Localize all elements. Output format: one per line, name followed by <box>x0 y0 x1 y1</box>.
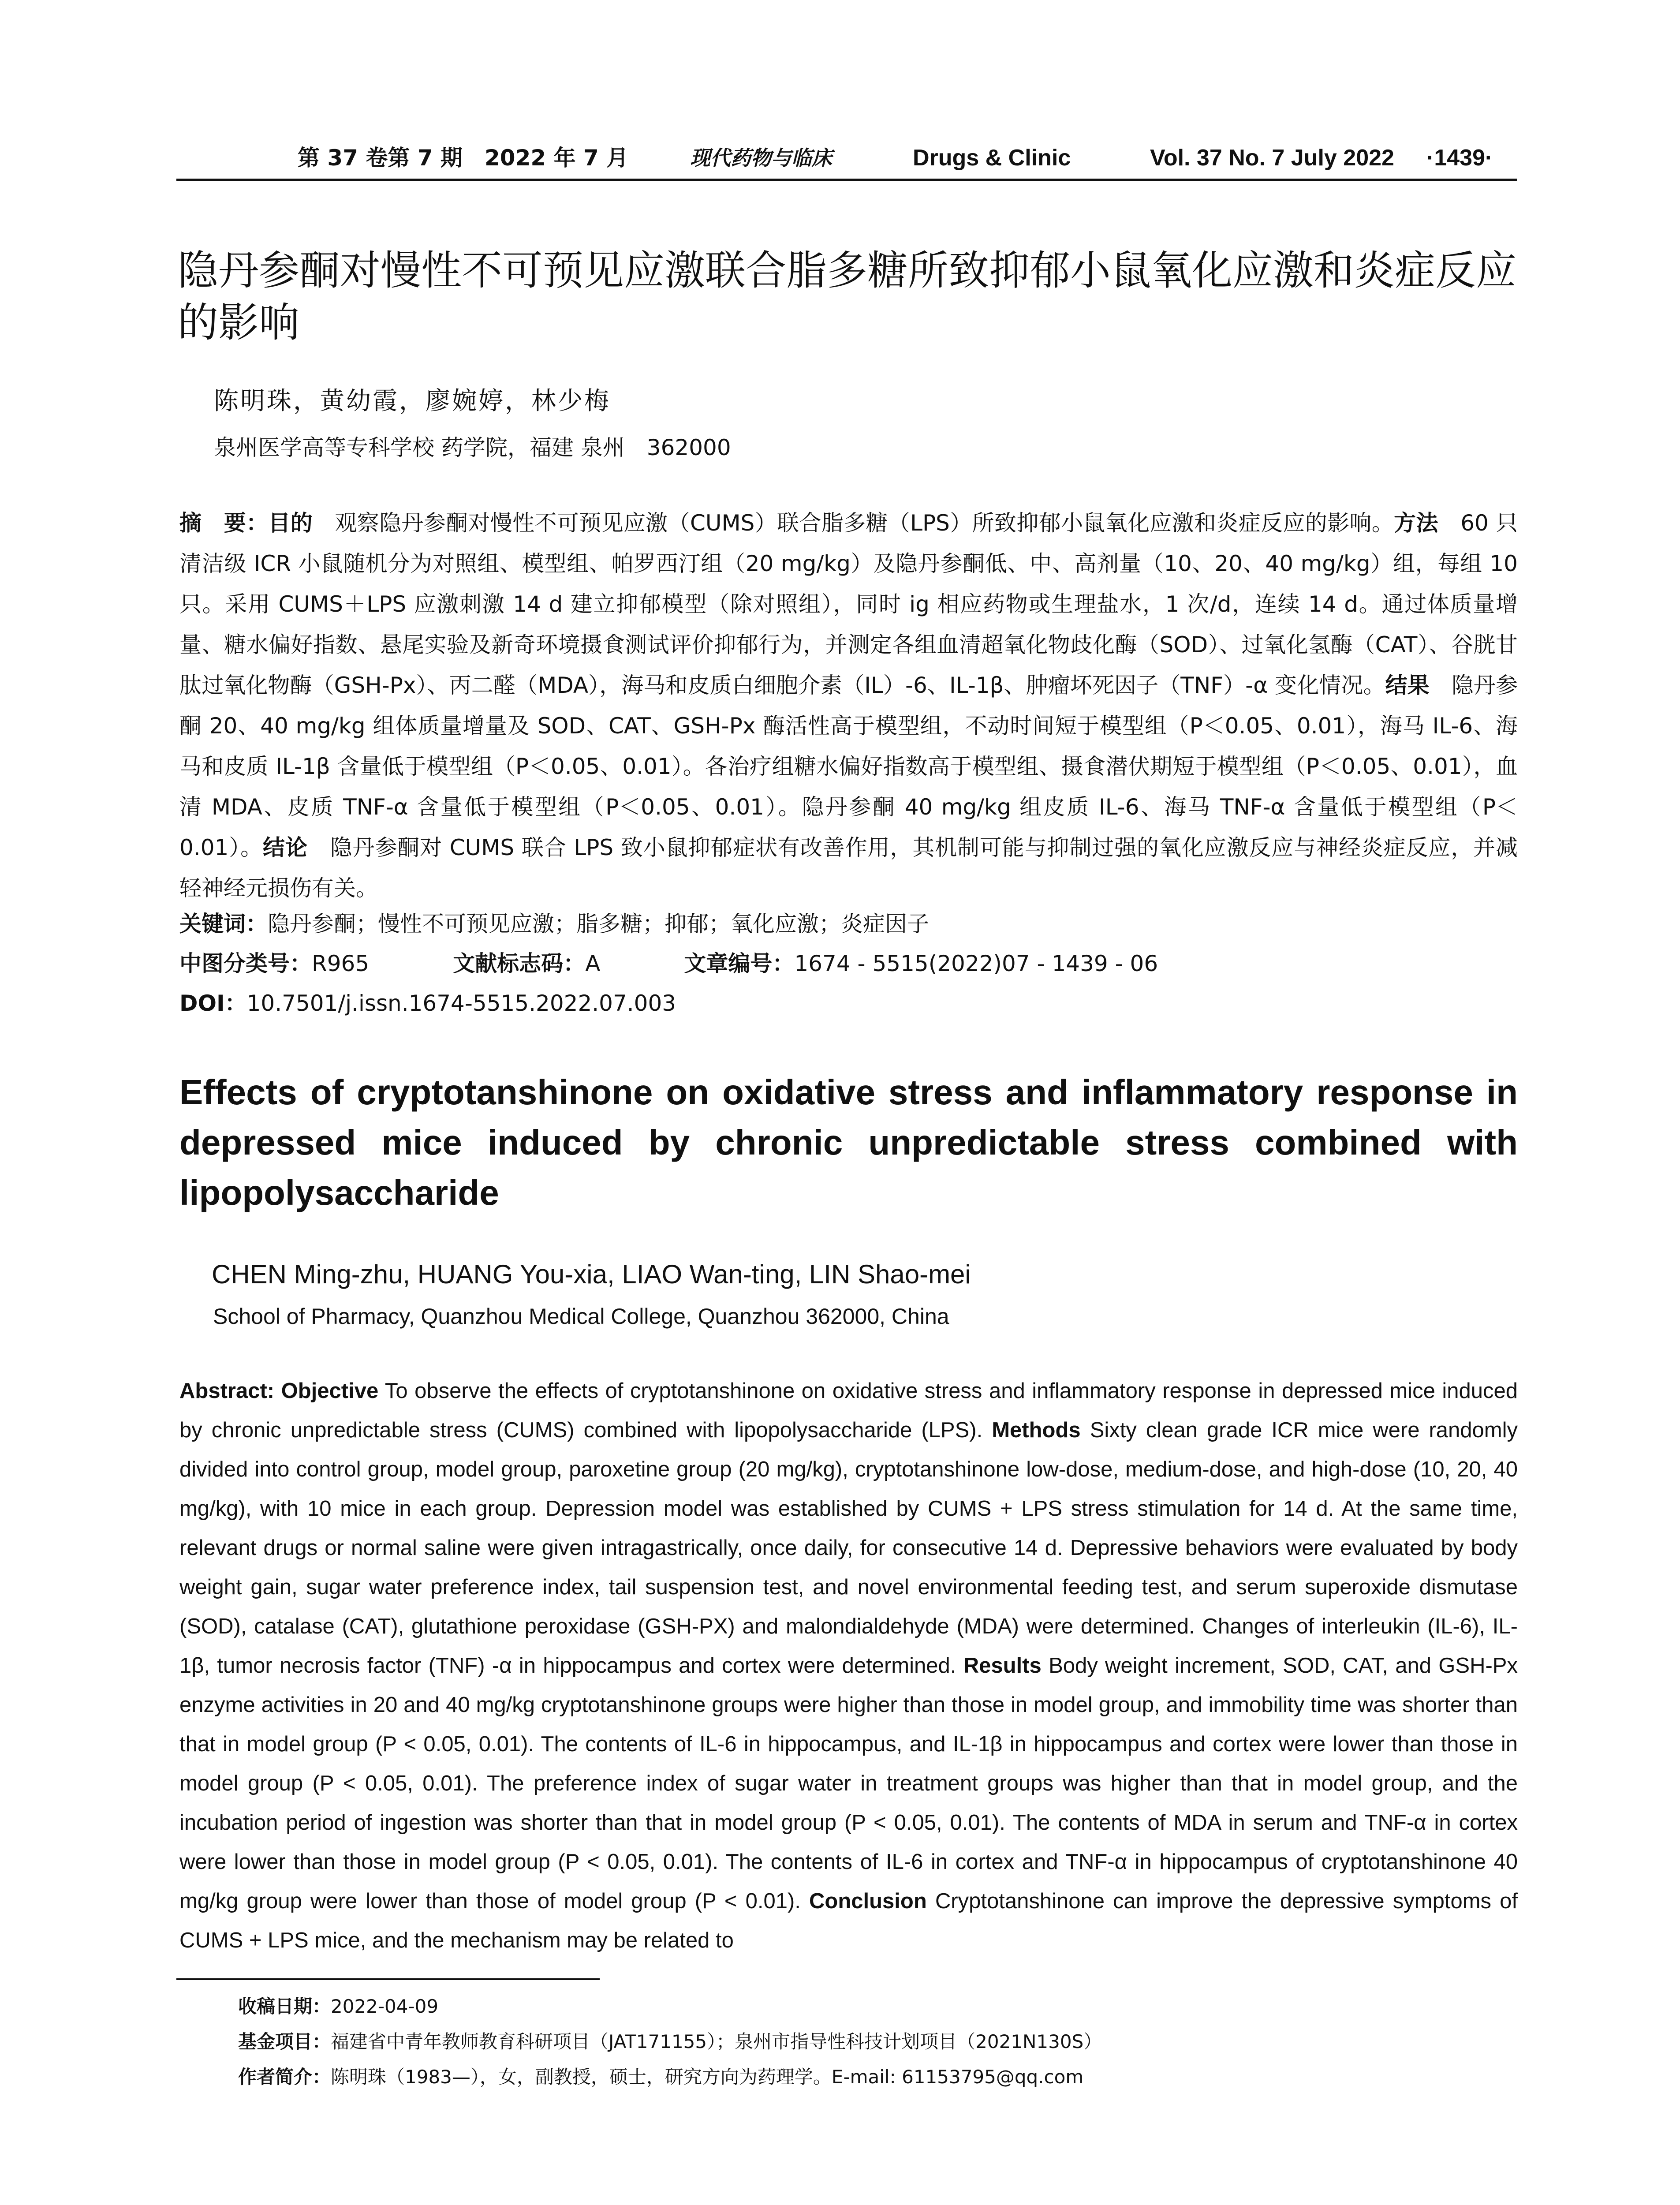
abstract-cn-conclusion-label: 结论 <box>262 835 308 860</box>
article-title-cn: 隐丹参酮对慢性不可预见应激联合脂多糖所致抑郁小鼠氧化应激和炎症反应的影响 <box>178 247 1517 346</box>
abstract-en-methods-label: Methods <box>992 1418 1081 1442</box>
keywords-cn-text: 隐丹参酮；慢性不可预见应激；脂多糖；抑郁；氧化应激；炎症因子 <box>268 911 929 937</box>
abstract-cn-label: 摘 要： <box>179 510 269 536</box>
header-journal-en: Drugs & Clinic <box>913 145 1071 171</box>
keywords-cn-label: 关键词： <box>179 911 268 937</box>
abstract-cn-results: 隐丹参酮 20、40 mg/kg 组体质量增量及 SOD、CAT、GSH-Px 酶活性高于模型组，不动时间短于模型组（P＜0.05、0.01），海马 IL-6、海马和皮质 IL-1β 含量低于模型组（P＜0.05、0.01）。各治疗组糖水偏好指数高于模型组、摄食潜伏期短于模型组（P＜0.05、0.01），血清 MDA、皮质 TNF-α 含量低于模型组（P＜0.05、0.01）。隐丹参酮 40 mg/kg 组皮质 IL-6、海马 TNF-α 含量低于模型组（P＜0.01）。 <box>179 673 1518 860</box>
abstract-en-label: Abstract: <box>179 1379 275 1403</box>
abstract-cn-objective: 观察隐丹参酮对慢性不可预见应激（CUMS）联合脂多糖（LPS）所致抑郁小鼠氧化应激和炎症反应的影响。 <box>335 510 1394 536</box>
doc-code-label: 文献标志码： <box>453 951 586 976</box>
footnote-fund <box>238 2029 1102 2055</box>
header-journal-cn: 现代药物与临床 <box>690 146 832 170</box>
article-title-en: Effects of cryptotanshinone on oxidative stress and inflammatory response in depressed mice induced by chronic unpredictable stress combined with lipopolysaccharide <box>179 1073 1518 1212</box>
classification-line <box>179 948 1158 979</box>
abstract-cn <box>179 503 1518 908</box>
authors-en: CHEN Ming-zhu, HUANG You-xia, LIAO Wan-ting, LIN Shao-mei <box>212 1259 971 1289</box>
affiliation-cn: 泉州医学高等专科学校 药学院，福建 泉州 362000 <box>214 435 731 460</box>
received-label: 收稿日期： <box>238 1996 331 2017</box>
received-date: 2022-04-09 <box>331 1996 439 2017</box>
footnote-received <box>238 1993 438 2020</box>
doi-value[interactable]: 10.7501/j.issn.1674-5515.2022.07.003 <box>246 990 676 1016</box>
abstract-en-conclusion-label: Conclusion <box>809 1889 927 1913</box>
doi-label: DOI： <box>179 990 247 1016</box>
header-volume-cn: 第 37 卷第 7 期 2022 年 7 月 <box>298 145 629 171</box>
abstract-en-conclusion: Cryptotanshinone can improve the depressive symptoms of CUMS + LPS mice, and the mechanism may be related to <box>179 1889 1518 1952</box>
footnote-rule <box>176 1978 600 1980</box>
affiliation-en: School of Pharmacy, Quanzhou Medical College, Quanzhou 362000, China <box>213 1304 949 1329</box>
article-number-label: 文章编号： <box>684 951 795 976</box>
abstract-en-objective: To observe the effects of cryptotanshinone on oxidative stress and inflammatory response in depressed mice induced by chronic unpredictable stress (CUMS) combined with lipopolysaccharide (LPS). <box>179 1379 1518 1442</box>
authors-cn: 陈明珠，黄幼霞，廖婉婷，林少梅 <box>214 387 611 415</box>
abstract-cn-methods: 60 只清洁级 ICR 小鼠随机分为对照组、模型组、帕罗西汀组（20 mg/kg）及隐丹参酮低、中、高剂量（10、20、40 mg/kg）组，每组 10 只。采用 CUMS＋LPS 应激刺激 14 d 建立抑郁模型（除对照组），同时 ig 相应药物或生理盐水，1 次/d，连续 14 d。通过体质量增量、糖水偏好指数、悬尾实验及新奇环境摄食测试评价抑郁行为，并测定各组血清超氧化物歧化酶（SOD）、过氧化氢酶（CAT）、谷胱甘肽过氧化物酶（GSH-Px）、丙二醛（MDA），海马和皮质白细胞介素（IL）-6、IL-1β、肿瘤坏死因子（TNF）-α 变化情况。 <box>179 510 1518 698</box>
clc-label: 中图分类号： <box>179 951 312 976</box>
fund-label: 基金项目： <box>238 2031 331 2052</box>
keywords-cn <box>179 908 929 939</box>
abstract-en-methods: Sixty clean grade ICR mice were randomly divided into control group, model group, paroxetine group (20 mg/kg), cryptotanshinone low-dose, medium-dose, and high-dose (10, 20, 40 mg/kg), with 10 mice in each group. Depression model was established by CUMS + LPS stress stimulation for 14 d. At the same time, relevant drugs or normal saline were given intragastrically, once daily, for consecutive 14 d. Depressive behaviors were evaluated by body weight gain, sugar water preference index, tail suspension test, and novel environmental feeding test, and serum superoxide dismutase (SOD), catalase (CAT), glutathione peroxidase (GSH-PX) and malondialdehyde (MDA) were determined. Changes of interleukin (IL-6), IL-1β, tumor necrosis factor (TNF) -α in hippocampus and cortex were determined. <box>179 1418 1518 1678</box>
abstract-en <box>179 1372 1518 1960</box>
author-bio-text: 陈明珠（1983—），女，副教授，硕士，研究方向为药理学。E-mail: 61153795@qq.com <box>331 2066 1084 2088</box>
abstract-en-results: Body weight increment, SOD, CAT, and GSH-Px enzyme activities in 20 and 40 mg/kg cryptotanshinone groups were higher than those in model group, and immobility time was shorter than that in model group (P < 0.05, 0.01). The contents of IL-6 in hippocampus, and IL-1β in hippocampus and cortex were lower than those in model group (P < 0.05, 0.01). The preference index of sugar water in treatment groups was higher than that in model group, and the incubation period of ingestion was shorter than that in model group (P < 0.05, 0.01). The contents of MDA in serum and TNF-α in cortex were lower than those in model group (P < 0.05, 0.01). The contents of IL-6 in cortex and TNF-α in hippocampus of cryptotanshinone 40 mg/kg group were lower than those of model group (P < 0.01). <box>179 1654 1518 1913</box>
abstract-cn-results-label: 结果 <box>1385 673 1430 698</box>
running-header <box>176 140 1517 181</box>
clc-value: R965 <box>312 951 370 976</box>
header-page-number: ·1439· <box>1426 145 1493 171</box>
author-bio-label: 作者简介： <box>238 2066 331 2088</box>
abstract-cn-methods-label: 方法 <box>1394 510 1438 536</box>
footnote-author <box>238 2064 1083 2090</box>
fund-text: 福建省中青年教师教育科研项目（JAT171155）；泉州市指导性科技计划项目（2021N130S） <box>331 2031 1102 2052</box>
abstract-en-results-label: Results <box>963 1654 1042 1678</box>
header-volume-en: Vol. 37 No. 7 July 2022 <box>1150 145 1394 171</box>
doi-line <box>179 988 676 1019</box>
abstract-cn-objective-label: 目的 <box>268 510 313 536</box>
abstract-en-objective-label: Objective <box>281 1379 379 1403</box>
article-number-value: 1674 - 5515(2022)07 - 1439 - 06 <box>794 951 1158 976</box>
doc-code-value: A <box>585 951 601 976</box>
abstract-cn-conclusion: 隐丹参酮对 CUMS 联合 LPS 致小鼠抑郁症状有改善作用，其机制可能与抑制过强的氧化应激反应与神经炎症反应，并减轻神经元损伤有关。 <box>179 835 1518 901</box>
